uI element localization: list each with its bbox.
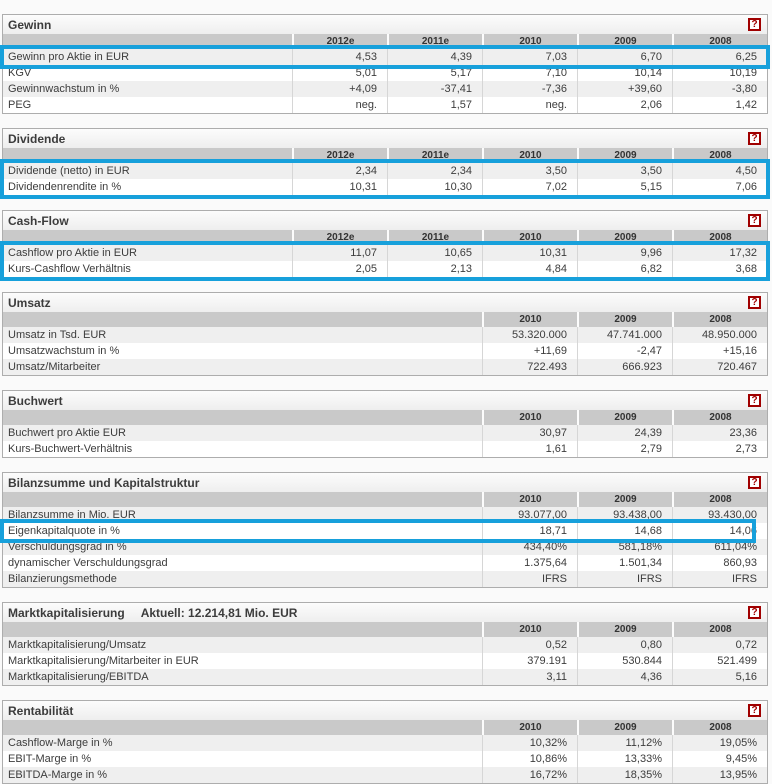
- cell-value: 93.430,00: [672, 507, 767, 523]
- year-column-header: 2008: [672, 410, 767, 425]
- cell-value: 93.077,00: [482, 507, 577, 523]
- cell-value: 3,11: [482, 669, 577, 685]
- row-label: Cashflow-Marge in %: [8, 737, 113, 749]
- year-column-header: 2008: [672, 622, 767, 637]
- column-header-spacer: [3, 622, 482, 637]
- cell-value: 9,96: [577, 245, 672, 261]
- table-row: [3, 245, 767, 261]
- table-row: [3, 179, 767, 195]
- cell-value: 6,25: [672, 49, 767, 65]
- cell-value: 0,52: [482, 637, 577, 653]
- cell-value: 16,72%: [482, 767, 577, 783]
- cell-value: 7,06: [672, 179, 767, 195]
- section-title: Bilanzsumme und Kapitalstruktur: [8, 475, 200, 490]
- column-header-row: [3, 622, 767, 637]
- year-column-header: 2010: [482, 720, 577, 735]
- section-dividende: [2, 128, 768, 196]
- cell-value: 722.493: [482, 359, 577, 375]
- cell-value: 30,97: [482, 425, 577, 441]
- cell-value: 47.741.000: [577, 327, 672, 343]
- cell-value: +4,09: [292, 81, 387, 97]
- row-label: Bilanzsumme in Mio. EUR: [8, 509, 136, 521]
- cell-value: 5,01: [292, 65, 387, 81]
- row-label: Dividende (netto) in EUR: [8, 165, 130, 177]
- row-label: PEG: [8, 99, 32, 111]
- year-column-header: 2009: [577, 312, 672, 327]
- row-label: Marktkapitalisierung/Umsatz: [8, 639, 147, 651]
- year-column-header: 2008: [672, 34, 767, 49]
- cell-value: 5,16: [672, 669, 767, 685]
- table-row: [3, 65, 767, 81]
- cell-value: 6,70: [577, 49, 672, 65]
- year-column-header: 2008: [672, 720, 767, 735]
- section-title: Gewinn: [8, 17, 52, 32]
- table-row: [3, 555, 767, 571]
- cell-value: 2,79: [577, 441, 672, 457]
- table-row: [3, 425, 767, 441]
- section-cashflow: [2, 210, 768, 278]
- cell-value: 860,93: [672, 555, 767, 571]
- cell-value: 11,07: [292, 245, 387, 261]
- cell-value: 7,02: [482, 179, 577, 195]
- column-header-row: [3, 492, 767, 507]
- cell-value: 4,39: [387, 49, 482, 65]
- cell-value: 10,65: [387, 245, 482, 261]
- cell-value: 24,39: [577, 425, 672, 441]
- cell-value: 3,50: [482, 163, 577, 179]
- cell-value: 23,36: [672, 425, 767, 441]
- section-rentabilitaet: [2, 700, 768, 784]
- section-gewinn: [2, 14, 768, 114]
- table-row: [3, 163, 767, 179]
- cell-value: 1,57: [387, 97, 482, 113]
- year-column-header: 2011e: [387, 148, 482, 163]
- cell-value: -37,41: [387, 81, 482, 97]
- cell-value: 10,19: [672, 65, 767, 81]
- cell-value: 5,17: [387, 65, 482, 81]
- cell-value: 1,61: [482, 441, 577, 457]
- cell-value: 2,06: [577, 97, 672, 113]
- cell-value: 13,33%: [577, 751, 672, 767]
- column-header-row: [3, 34, 767, 49]
- row-label: Umsatz/Mitarbeiter: [8, 361, 101, 373]
- year-column-header: 2008: [672, 312, 767, 327]
- section-title: Rentabilität: [8, 703, 74, 718]
- cell-value: 1.375,64: [482, 555, 577, 571]
- year-column-header: 2010: [482, 230, 577, 245]
- cell-value: -3,80: [672, 81, 767, 97]
- cell-value: 2,34: [387, 163, 482, 179]
- cell-value: 6,82: [577, 261, 672, 277]
- section-header: [3, 391, 767, 410]
- cell-value: 7,10: [482, 65, 577, 81]
- cell-value: 720.467: [672, 359, 767, 375]
- column-header-spacer: [3, 34, 292, 49]
- column-header-row: [3, 720, 767, 735]
- table-row: [3, 507, 767, 523]
- help-icon[interactable]: ?: [748, 606, 761, 619]
- row-label: Cashflow pro Aktie in EUR: [8, 247, 137, 259]
- year-column-header: 2012e: [292, 230, 387, 245]
- column-header-row: [3, 148, 767, 163]
- section-header: [3, 701, 767, 720]
- cell-value: +15,16: [672, 343, 767, 359]
- help-icon[interactable]: ?: [748, 704, 761, 717]
- column-header-row: [3, 312, 767, 327]
- cell-value: +11,69: [482, 343, 577, 359]
- cell-value: 434,40%: [482, 539, 577, 555]
- column-header-spacer: [3, 230, 292, 245]
- table-row: [3, 751, 767, 767]
- row-label: Verschuldungsgrad in %: [8, 541, 127, 553]
- section-header: [3, 211, 767, 230]
- year-column-header: 2009: [577, 622, 672, 637]
- section-title: Buchwert: [8, 393, 63, 408]
- year-column-header: 2008: [672, 230, 767, 245]
- cell-value: 93.438,00: [577, 507, 672, 523]
- table-row: [3, 327, 767, 343]
- row-label: Kurs-Buchwert-Verhältnis: [8, 443, 133, 455]
- year-column-header: 2012e: [292, 148, 387, 163]
- cell-value: 530.844: [577, 653, 672, 669]
- table-row: [3, 261, 767, 277]
- column-header-spacer: [3, 312, 482, 327]
- cell-value: 10,31: [482, 245, 577, 261]
- cell-value: 10,14: [577, 65, 672, 81]
- section-title: Marktkapitalisierung: [8, 605, 125, 620]
- section-header: [3, 473, 767, 492]
- cell-value: 1.501,34: [577, 555, 672, 571]
- table-row: [3, 735, 767, 751]
- help-icon[interactable]: ?: [748, 476, 761, 489]
- year-column-header: 2010: [482, 410, 577, 425]
- cell-value: 18,35%: [577, 767, 672, 783]
- row-label: Marktkapitalisierung/EBITDA: [8, 671, 149, 683]
- year-column-header: 2008: [672, 148, 767, 163]
- cell-value: 611,04%: [672, 539, 767, 555]
- table-row: [3, 343, 767, 359]
- cell-value: 10,32%: [482, 735, 577, 751]
- table-row: [3, 669, 767, 685]
- row-label: EBITDA-Marge in %: [8, 769, 108, 781]
- cell-value: 2,05: [292, 261, 387, 277]
- cell-value: 10,31: [292, 179, 387, 195]
- cell-value: 9,45%: [672, 751, 767, 767]
- row-label: Bilanzierungsmethode: [8, 573, 117, 585]
- cell-value: 18,71: [482, 523, 577, 539]
- section-subtitle: Aktuell: 12.214,81 Mio. EUR: [140, 605, 298, 620]
- section-title: Dividende: [8, 131, 66, 146]
- cell-value: 10,30: [387, 179, 482, 195]
- cell-value: 13,95%: [672, 767, 767, 783]
- cell-value: 3,68: [672, 261, 767, 277]
- cell-value: 7,03: [482, 49, 577, 65]
- cell-value: -2,47: [577, 343, 672, 359]
- row-label: Umsatzwachstum in %: [8, 345, 120, 357]
- year-column-header: 2009: [577, 492, 672, 507]
- table-row: [3, 767, 767, 783]
- cell-value: neg.: [482, 97, 577, 113]
- cell-value: 10,86%: [482, 751, 577, 767]
- table-row: [3, 571, 767, 587]
- cell-value: +39,60: [577, 81, 672, 97]
- row-label: Marktkapitalisierung/Mitarbeiter in EUR: [8, 655, 199, 667]
- row-label: Dividendenrendite in %: [8, 181, 122, 193]
- year-column-header: 2010: [482, 34, 577, 49]
- cell-value: IFRS: [672, 571, 767, 587]
- section-marktkap: [2, 602, 768, 686]
- column-header-spacer: [3, 410, 482, 425]
- cell-value: IFRS: [577, 571, 672, 587]
- column-header-spacer: [3, 148, 292, 163]
- year-column-header: 2009: [577, 148, 672, 163]
- year-column-header: 2010: [482, 492, 577, 507]
- cell-value: 53.320.000: [482, 327, 577, 343]
- cell-value: 2,13: [387, 261, 482, 277]
- row-label: Kurs-Cashflow Verhältnis: [8, 263, 131, 275]
- table-row: [3, 97, 767, 113]
- cell-value: 379.191: [482, 653, 577, 669]
- year-column-header: 2009: [577, 410, 672, 425]
- cell-value: 0,80: [577, 637, 672, 653]
- year-column-header: 2008: [672, 492, 767, 507]
- section-header: [3, 129, 767, 148]
- cell-value: neg.: [292, 97, 387, 113]
- row-label: KGV: [8, 67, 32, 79]
- column-header-row: [3, 410, 767, 425]
- cell-value: IFRS: [482, 571, 577, 587]
- table-row: [3, 637, 767, 653]
- section-buchwert: [2, 390, 768, 458]
- row-label: Umsatz in Tsd. EUR: [8, 329, 107, 341]
- year-column-header: 2011e: [387, 230, 482, 245]
- row-label: Buchwert pro Aktie EUR: [8, 427, 126, 439]
- cell-value: 0,72: [672, 637, 767, 653]
- row-label: dynamischer Verschuldungsgrad: [8, 557, 168, 569]
- cell-value: 17,32: [672, 245, 767, 261]
- cell-value: 11,12%: [577, 735, 672, 751]
- table-row: [3, 523, 767, 539]
- section-header: [3, 293, 767, 312]
- year-column-header: 2009: [577, 34, 672, 49]
- section-header: [3, 15, 767, 34]
- table-row: [3, 359, 767, 375]
- table-row: [3, 539, 767, 555]
- year-column-header: 2010: [482, 312, 577, 327]
- cell-value: 4,84: [482, 261, 577, 277]
- year-column-header: 2012e: [292, 34, 387, 49]
- table-row: [3, 441, 767, 457]
- cell-value: 581,18%: [577, 539, 672, 555]
- cell-value: 14,68: [577, 523, 672, 539]
- cell-value: 4,50: [672, 163, 767, 179]
- help-icon[interactable]: ?: [748, 18, 761, 31]
- help-icon[interactable]: ?: [748, 296, 761, 309]
- cell-value: 3,50: [577, 163, 672, 179]
- year-column-header: 2011e: [387, 34, 482, 49]
- row-label: Eigenkapitalquote in %: [8, 525, 120, 537]
- cell-value: 14,06: [672, 523, 767, 539]
- cell-value: 521.499: [672, 653, 767, 669]
- section-title: Umsatz: [8, 295, 51, 310]
- section-title: Cash-Flow: [8, 213, 69, 228]
- year-column-header: 2009: [577, 720, 672, 735]
- cell-value: 2,73: [672, 441, 767, 457]
- year-column-header: 2010: [482, 622, 577, 637]
- table-row: [3, 81, 767, 97]
- column-header-row: [3, 230, 767, 245]
- section-header: [3, 603, 767, 622]
- section-umsatz: [2, 292, 768, 376]
- cell-value: 4,36: [577, 669, 672, 685]
- help-icon[interactable]: ?: [748, 394, 761, 407]
- column-header-spacer: [3, 720, 482, 735]
- table-row: [3, 49, 767, 65]
- section-bilanz: [2, 472, 768, 588]
- year-column-header: 2010: [482, 148, 577, 163]
- help-icon[interactable]: ?: [748, 132, 761, 145]
- row-label: EBIT-Marge in %: [8, 753, 92, 765]
- cell-value: 666.923: [577, 359, 672, 375]
- cell-value: 1,42: [672, 97, 767, 113]
- help-icon[interactable]: ?: [748, 214, 761, 227]
- cell-value: 5,15: [577, 179, 672, 195]
- cell-value: 2,34: [292, 163, 387, 179]
- row-label: Gewinn pro Aktie in EUR: [8, 51, 130, 63]
- table-row: [3, 653, 767, 669]
- cell-value: 19,05%: [672, 735, 767, 751]
- cell-value: 4,53: [292, 49, 387, 65]
- cell-value: -7,36: [482, 81, 577, 97]
- row-label: Gewinnwachstum in %: [8, 83, 120, 95]
- column-header-spacer: [3, 492, 482, 507]
- cell-value: 48.950.000: [672, 327, 767, 343]
- year-column-header: 2009: [577, 230, 672, 245]
